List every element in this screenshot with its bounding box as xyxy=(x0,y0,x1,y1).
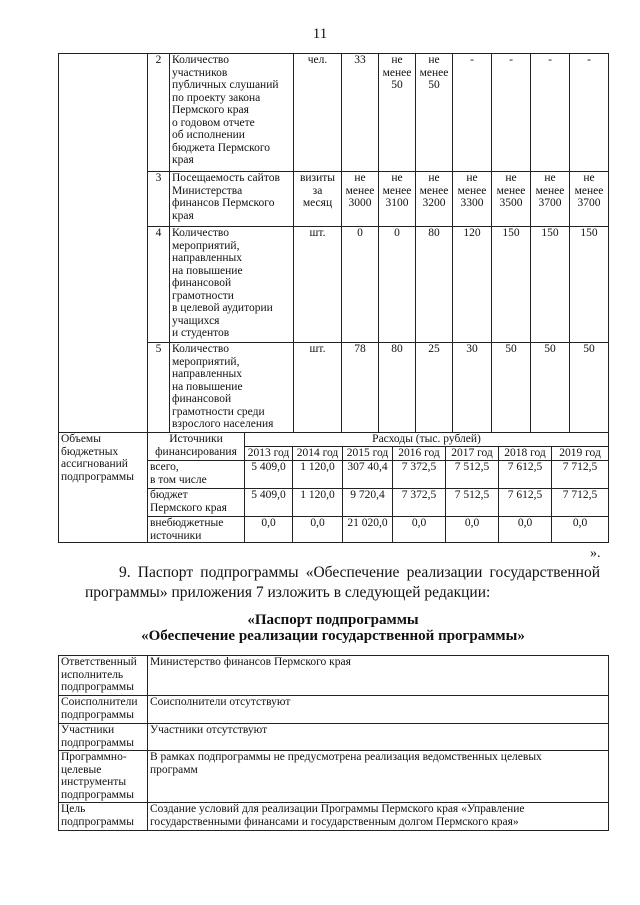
year-header: 2013 год xyxy=(245,447,293,461)
expense-value: 7 372,5 xyxy=(393,489,446,517)
indicator-value: 33 xyxy=(342,54,379,172)
year-header: 2016 год xyxy=(393,447,446,461)
passport-value: Соисполнители отсутствуют xyxy=(148,696,609,724)
passport-label: Ответственный исполнитель подпрограммы xyxy=(59,656,148,696)
row-number: 2 xyxy=(148,54,170,172)
indicator-value: не менее 3700 xyxy=(531,172,570,227)
row-number: 4 xyxy=(148,227,170,343)
indicator-value: 150 xyxy=(531,227,570,343)
indicator-unit: визиты за месяц xyxy=(294,172,342,227)
indicator-unit: чел. xyxy=(294,54,342,172)
expense-value: 0,0 xyxy=(293,517,343,543)
indicator-value: не менее 3100 xyxy=(379,172,416,227)
row-number: 3 xyxy=(148,172,170,227)
indicator-unit: шт. xyxy=(294,343,342,433)
expense-value: 7 612,5 xyxy=(499,461,552,489)
source-name: всего, в том числе xyxy=(148,461,245,489)
page-number: 11 xyxy=(312,26,328,42)
indicator-value: 80 xyxy=(379,343,416,433)
passport-label: Соисполнители подпрограммы xyxy=(59,696,148,724)
indicator-value: - xyxy=(531,54,570,172)
indicator-value: 0 xyxy=(342,227,379,343)
indicator-value: 30 xyxy=(453,343,492,433)
indicator-value: не менее 3700 xyxy=(570,172,609,227)
indicator-value: 50 xyxy=(531,343,570,433)
expense-value: 7 712,5 xyxy=(552,461,609,489)
passport-value: В рамках подпрограммы не предусмотрена реализация ведомственных целевых программ xyxy=(148,751,609,803)
blank-label-cell xyxy=(59,54,148,433)
expense-value: 0,0 xyxy=(446,517,499,543)
expenses-header: Расходы (тыс. рублей) xyxy=(245,433,609,447)
expense-value: 5 409,0 xyxy=(245,489,293,517)
indicator-value: - xyxy=(492,54,531,172)
sources-header: Источники финансирования xyxy=(148,433,245,461)
indicator-value: не менее 50 xyxy=(416,54,453,172)
expense-value: 9 720,4 xyxy=(343,489,393,517)
table-row xyxy=(59,696,609,724)
indicator-value: - xyxy=(570,54,609,172)
indicator-value: 80 xyxy=(416,227,453,343)
table-row xyxy=(59,751,609,803)
indicator-name: Количество мероприятий, направленных на повышение финансовой грамотности среди взрослого населения xyxy=(170,343,294,433)
expense-value: 7 612,5 xyxy=(499,489,552,517)
indicators-table xyxy=(58,53,609,433)
expense-value: 307 40,4 xyxy=(343,461,393,489)
row-number: 5 xyxy=(148,343,170,433)
indicator-value: 50 xyxy=(492,343,531,433)
indicator-value: 0 xyxy=(379,227,416,343)
indicator-value: не менее 3500 xyxy=(492,172,531,227)
passport-table xyxy=(58,655,609,831)
indicator-value: не менее 50 xyxy=(379,54,416,172)
indicator-name: Посещаемость сайтов Министерства финансов Пермского края xyxy=(170,172,294,227)
passport-label: Цель подпрограммы xyxy=(59,803,148,831)
indicator-value: не менее 3000 xyxy=(342,172,379,227)
expense-value: 5 409,0 xyxy=(245,461,293,489)
passport-subheading: «Обеспечение реализации государственной программы» xyxy=(141,628,525,644)
source-name: бюджет Пермского края xyxy=(148,489,245,517)
expense-value: 7 712,5 xyxy=(552,489,609,517)
table-row xyxy=(59,54,609,172)
indicator-name: Количество участников публичных слушаний по проекту закона Пермского края о годовом отчете об исполнении бюджета Пермского края xyxy=(170,54,294,172)
expense-value: 1 120,0 xyxy=(293,489,343,517)
indicator-value: 120 xyxy=(453,227,492,343)
passport-value: Участники отсутствуют xyxy=(148,724,609,751)
expense-value: 21 020,0 xyxy=(343,517,393,543)
passport-label: Программно- целевые инструменты подпрограммы xyxy=(59,751,148,803)
passport-label: Участники подпрограммы xyxy=(59,724,148,751)
year-header: 2019 год xyxy=(552,447,609,461)
source-name: внебюджетные источники xyxy=(148,517,245,543)
year-header: 2017 год xyxy=(446,447,499,461)
table-row xyxy=(59,803,609,831)
expense-value: 1 120,0 xyxy=(293,461,343,489)
closing-quote: ». xyxy=(590,546,601,561)
expense-value: 7 512,5 xyxy=(446,489,499,517)
expense-value: 7 372,5 xyxy=(393,461,446,489)
indicator-value: не менее 3300 xyxy=(453,172,492,227)
expense-value: 0,0 xyxy=(552,517,609,543)
indicator-value: 150 xyxy=(492,227,531,343)
indicator-value: 50 xyxy=(570,343,609,433)
indicator-name: Количество мероприятий, направленных на повышение финансовой грамотности в целевой аудитории учащихся и студентов xyxy=(170,227,294,343)
indicator-value: не менее 3200 xyxy=(416,172,453,227)
indicator-value: 25 xyxy=(416,343,453,433)
indicator-value: - xyxy=(453,54,492,172)
budget-table xyxy=(58,432,609,543)
indicator-unit: шт. xyxy=(294,227,342,343)
expense-value: 0,0 xyxy=(499,517,552,543)
indicator-value: 150 xyxy=(570,227,609,343)
table-row xyxy=(59,724,609,751)
year-header: 2014 год xyxy=(293,447,343,461)
year-header: 2015 год xyxy=(343,447,393,461)
indicator-value: 78 xyxy=(342,343,379,433)
budget-label: Объемы бюджетных ассигнований подпрограммы xyxy=(59,433,148,543)
amendment-paragraph: 9. Паспорт подпрограммы «Обеспечение реализации государственной программы» приложения 7 изложить в следующей редакции: xyxy=(85,564,600,601)
expense-value: 0,0 xyxy=(393,517,446,543)
expense-value: 7 512,5 xyxy=(446,461,499,489)
expense-value: 0,0 xyxy=(245,517,293,543)
year-header: 2018 год xyxy=(499,447,552,461)
passport-heading: «Паспорт подпрограммы xyxy=(247,612,419,628)
passport-value: Создание условий для реализации Программы Пермского края «Управление государственными финансами и государственным долгом Пермского края» xyxy=(148,803,609,831)
table-row xyxy=(59,656,609,696)
passport-value: Министерство финансов Пермского края xyxy=(148,656,609,696)
